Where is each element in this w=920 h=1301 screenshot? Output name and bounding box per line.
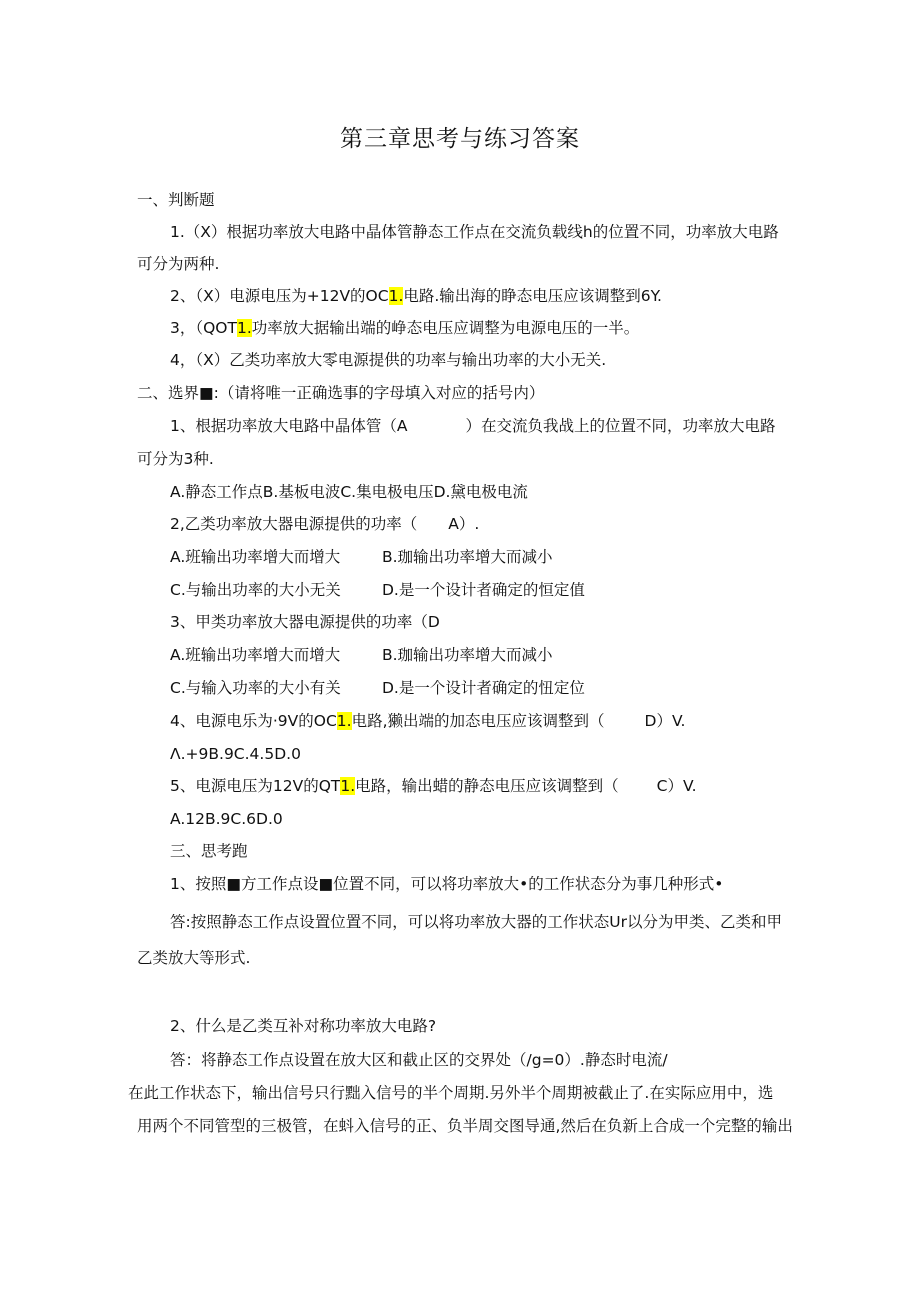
page-title: 第三章思考与练习答案	[340, 126, 580, 152]
thinking-item-2-answer-line-1: 答：将静态工作点设置在放大区和截止区的交界处（/g=0）.静态时电流/	[170, 1051, 668, 1069]
choice-item-3: 3、甲类功率放大器电源提供的功率（D	[170, 613, 440, 631]
judgment-item-2-text-a: 2、（X）电源电压为+12V的OC	[170, 287, 389, 305]
choice-item-5	[170, 776, 697, 796]
choice-item-1-line-1	[170, 416, 775, 436]
thinking-item-2-question: 2、什么是乙类互补对称功率放大电路?	[170, 1017, 437, 1035]
choice-item-2-option-a: A.班输出功率增大而增大	[170, 548, 341, 566]
judgment-item-4: 4，（X）乙类功率放大零电源提供的功率与输出功率的大小无关.	[170, 351, 607, 369]
choice-item-1-text-b: ）在交流负我战上的位置不同，功率放大电路	[465, 417, 776, 435]
judgment-item-1-line-2: 可分为两种.	[137, 255, 220, 273]
judgment-item-3-text-a: 3，（QOT	[170, 319, 237, 337]
choice-item-3-option-d: D.是一个设计者确定的忸定位	[382, 679, 585, 697]
choice-item-4-text-a: 4、电源电乐为·9V的OC	[170, 712, 337, 730]
choice-item-4	[170, 711, 685, 731]
thinking-item-1-question: 1、按照■方工作点设■位置不同，可以将功率放大•的工作状态分为事几种形式•	[170, 875, 724, 893]
section-heading-judgment: 一、判断题	[137, 191, 215, 209]
highlight-mark: 1.	[236, 319, 252, 337]
choice-item-5-text-b: 电路，输出蜡的静态电压应该调整到（	[355, 777, 619, 795]
choice-item-3-option-b: B.珈输出功率增大而减小	[382, 646, 553, 664]
judgment-item-2-text-b: 电路.输出海的睁态电压应该调整到6Y.	[403, 287, 662, 305]
choice-item-2: 2,乙类功率放大器电源提供的功率（ A）.	[170, 515, 480, 533]
choice-item-5-text-c: C）V.	[656, 777, 697, 795]
section-heading-thinking: 三、思考跑	[170, 842, 248, 860]
choice-item-1-options: A.静态工作点B.基板电波C.集电极电压D.黛电极电流	[170, 483, 528, 501]
thinking-item-2-answer-line-2: 在此工作状态下，输出信号只行黜入信号的半个周期.另外半个周期被截止了.在实际应用中，选	[128, 1084, 774, 1102]
highlight-mark: 1.	[388, 287, 404, 305]
choice-item-4-options: Λ.+9B.9C.4.5D.0	[170, 745, 301, 763]
choice-item-3-option-a: A.班输出功率增大而增大	[170, 646, 341, 664]
highlight-mark: 1.	[340, 777, 356, 795]
choice-item-4-text-b: 电路,獭出端的加态电压应该调整到（	[351, 712, 605, 730]
thinking-item-2-answer-line-3: 用两个不同管型的三极管，在蚪入信号的正、负半周交图导通,然后在负新上合成一个完整的输出	[137, 1117, 793, 1135]
choice-item-4-text-c: D）V.	[644, 712, 686, 730]
choice-item-5-options: A.12B.9C.6D.0	[170, 810, 283, 828]
choice-item-2-option-b: B.珈输出功率增大而减小	[382, 548, 553, 566]
choice-item-2-option-c: C.与输出功率的大小无关	[170, 581, 341, 599]
judgment-item-2	[170, 286, 662, 306]
choice-item-1-text-a: 1、根据功率放大电路中晶体管（A	[170, 417, 408, 435]
choice-item-1-line-2: 可分为3种.	[137, 450, 214, 468]
section-heading-choice: 二、选界■:（请将唯一正确选事的字母填入对应的括号内）	[137, 384, 545, 402]
highlight-mark: 1.	[336, 712, 352, 730]
choice-item-3-option-c: C.与输入功率的大小有关	[170, 679, 341, 697]
judgment-item-3	[170, 318, 639, 338]
choice-item-5-text-a: 5、电源电压为12V的QT	[170, 777, 341, 795]
thinking-item-1-answer-line-1: 答:按照静态工作点设置位置不同，可以将功率放大器的工作状态Ur以分为甲类、乙类和甲	[170, 913, 782, 931]
judgment-item-1-line-1: 1.（X）根据功率放大电路中晶体管静态工作点在交流负载线h的位置不同，功率放大电路	[170, 223, 779, 241]
choice-item-2-option-d: D.是一个设计者确定的恒定值	[382, 581, 585, 599]
judgment-item-3-text-b: 功率放大据输出端的峥态电压应调整为电源电压的一半。	[251, 319, 640, 337]
thinking-item-1-answer-line-2: 乙类放大等形式.	[137, 949, 251, 967]
